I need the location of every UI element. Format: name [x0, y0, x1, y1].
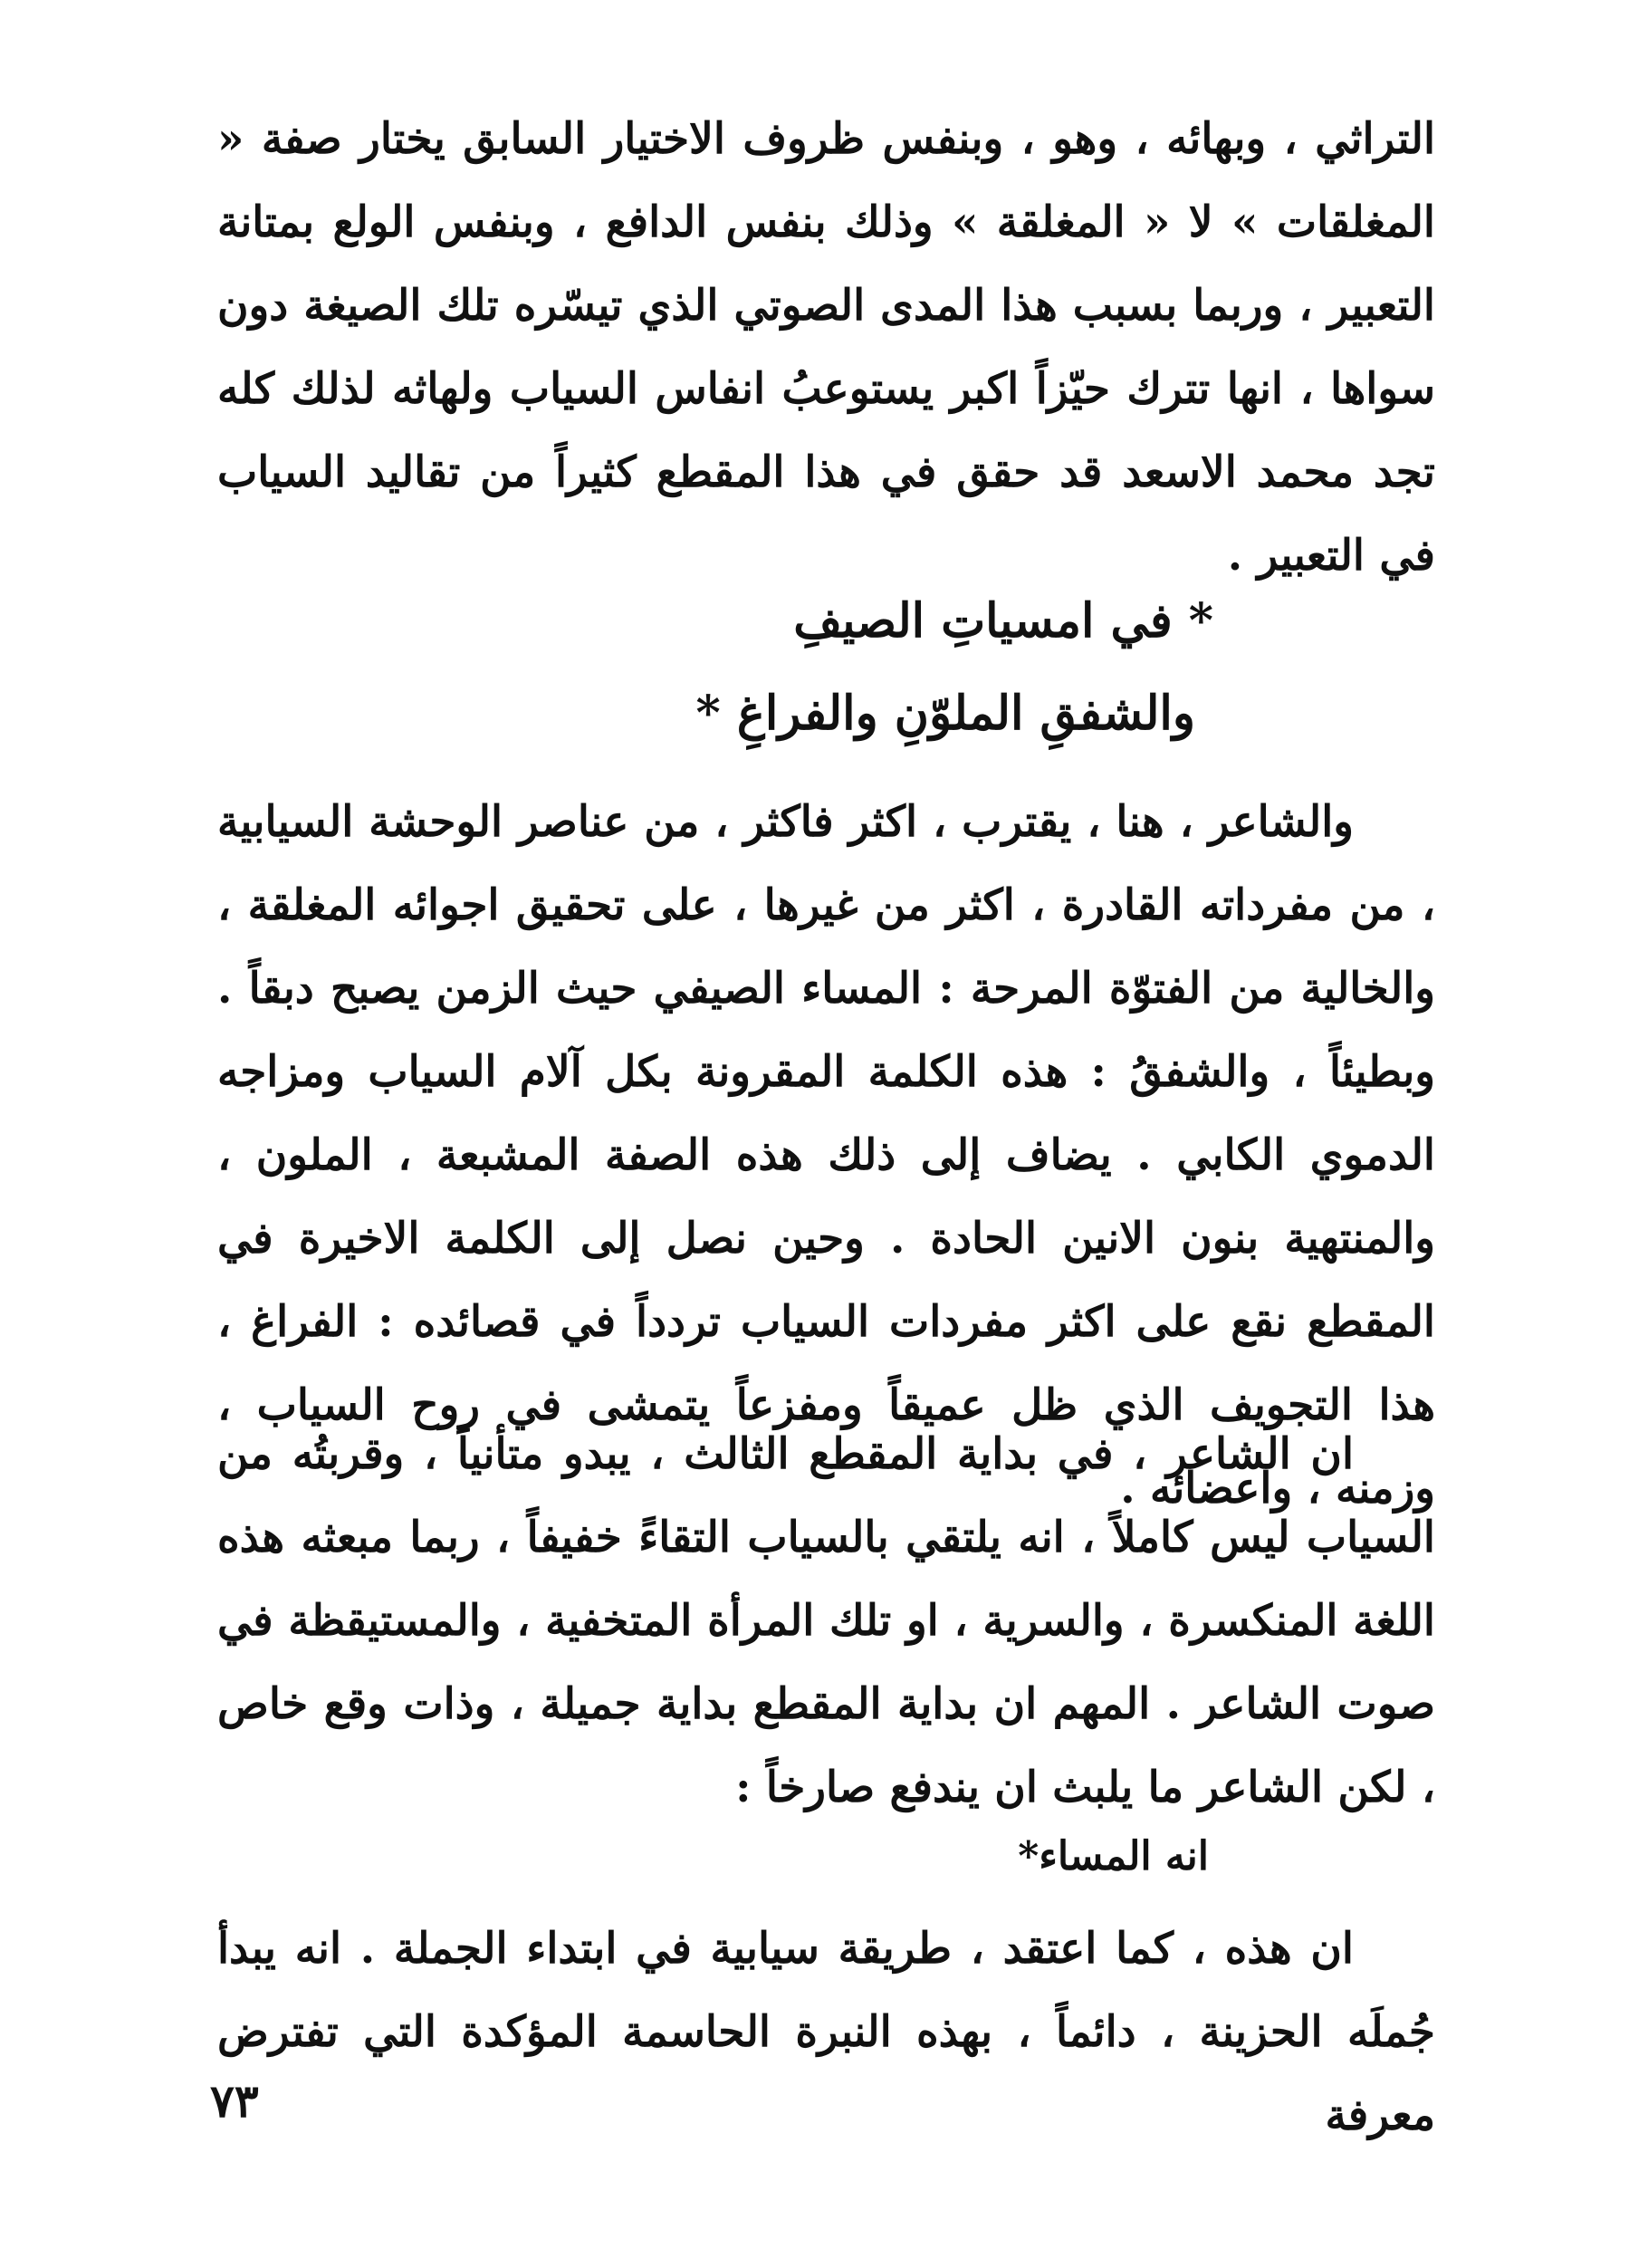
paragraph-1: التراثي ، وبهائه ، وهو ، وبنفس ظروف الاختيار السابق يختار صفة « المغلقات » لا « المغلقة » وذلك بنفس الدافع ، وبنفس الولع بمتانة التعبير ، وربما بسبب هذا المدى الصوتي الذي تيسّره تلك الصيغة دون سواها ، انها تترك حيّزاً اكبر يستوعبُ انفاس السياب ولهاثه لذلك كله تجد محمد الاسعد قد حقق في هذا المقطع كثيراً من تقاليد السياب في التعبير . [217, 114, 1435, 581]
section-heading-line-1: * في امسياتِ الصيفِ [793, 593, 1213, 649]
page-number: ٧٣ [210, 2074, 259, 2128]
paragraph-2: والشاعر ، هنا ، يقترب ، اكثر فاكثر ، من عناصر الوحشة السيابية ، من مفرداته القادرة ، اكثر من غيرها ، على تحقيق اجوائه المغلقة ، والخالية من الفتوّة المرحة : المساء الصيفي حيث الزمن يصبح دبقاً . وبطيئاً ، والشفقُ : هذه الكلمة المقرونة بكل آلام السياب ومزاجه الدموي الكابي . يضاف إلى ذلك هذه الصفة المشبعة ، الملون ، والمنتهية بنون الانين الحادة . وحين نصل إلى الكلمة الاخيرة في المقطع نقع على اكثر مفردات السياب تردداً في قصائده : الفراغ ، هذا التجويف الذي ظل عميقاً ومفزعاً يتمشى في روح السياب ، وزمنه ، واعضائه . [217, 797, 1436, 1514]
paragraph-4: ان هذه ، كما اعتقد ، طريقة سيابية في ابتداء الجملة . انه يبدأ جُملَه الحزينة ، دائماً ، بهذه النبرة الحاسمة المؤكدة التي تفترض معرفة [217, 1924, 1435, 2140]
paragraph-3: ان الشاعر ، في بداية المقطع الثالث ، يبدو متأنياً ، وقربتُه من السياب ليس كاملاً ، انه يلتقي بالسياب التقاءً خفيفاً ، ربما مبعثه هذه اللغة المنكسرة ، والسرية ، او تلك المرأة المتخفية ، والمستيقظة في صوت الشاعر . المهم ان بداية المقطع بداية جميلة ، وذات وقع خاص ، لكن الشاعر ما يلبث ان يندفع صارخاً : [217, 1429, 1435, 1812]
section-heading-line-2: والشفقِ الملوّنِ والفراغِ * [695, 686, 1195, 741]
quoted-verse: انه المساء* [1018, 1833, 1209, 1879]
